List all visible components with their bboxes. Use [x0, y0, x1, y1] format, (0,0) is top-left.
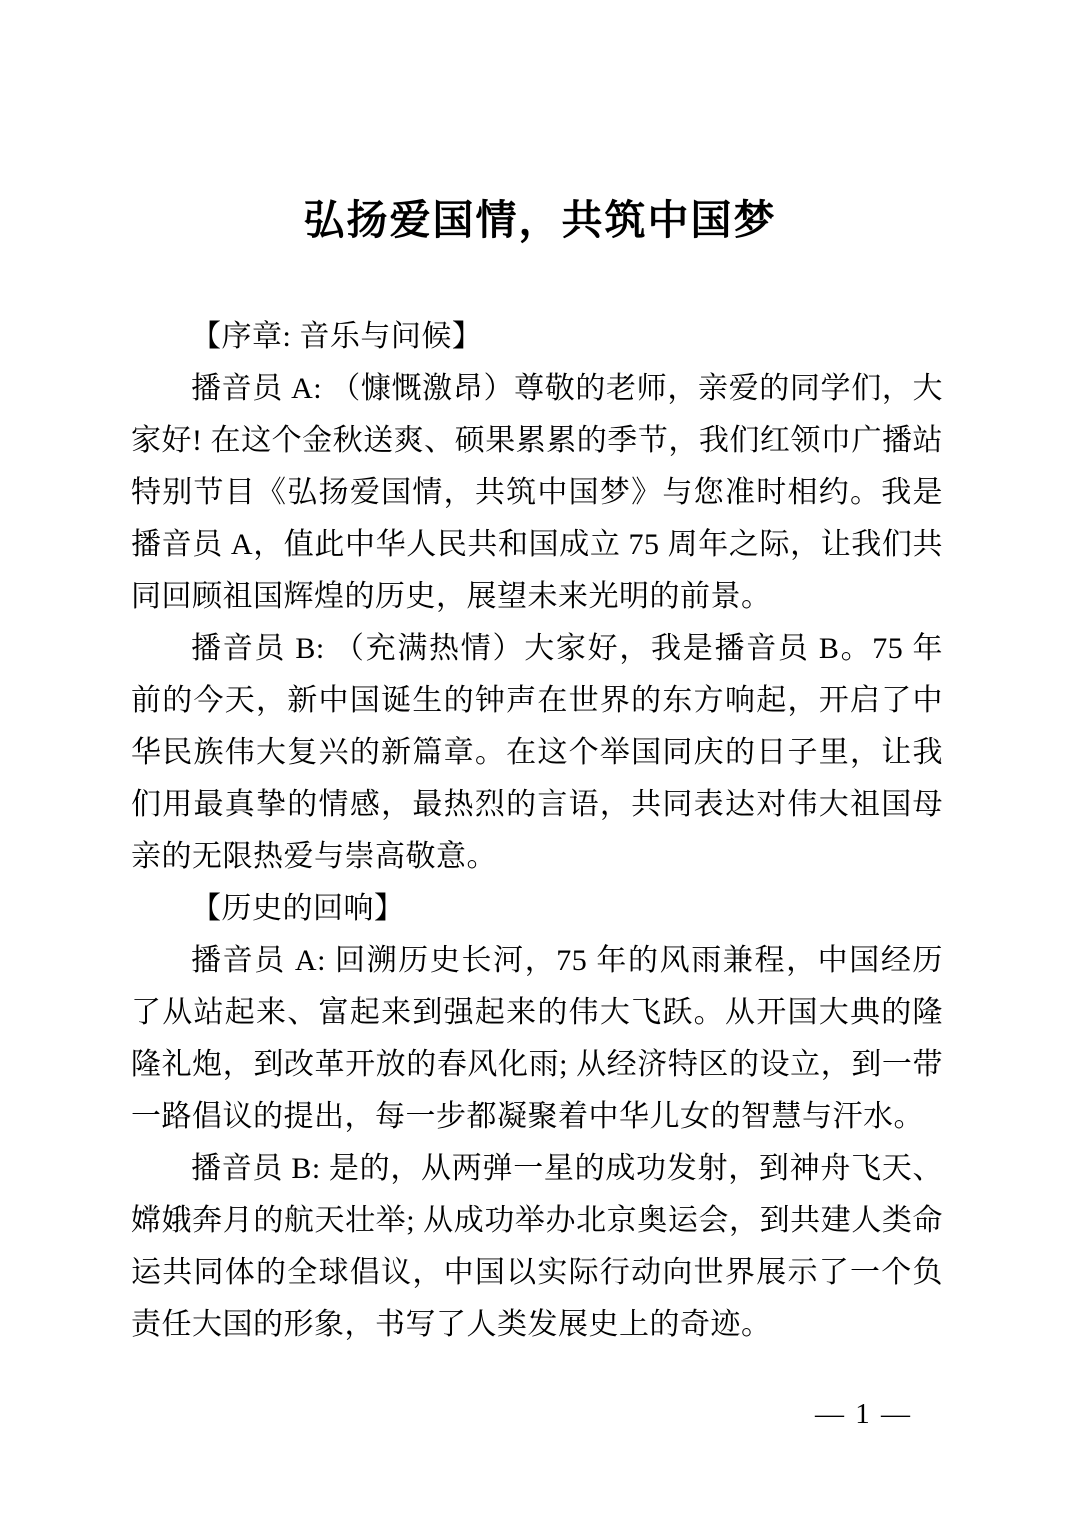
paragraph: 播音员 A: （慷慨激昂）尊敬的老师，亲爱的同学们，大家好! 在这个金秋送爽、硕果累累的季节，我们红领巾广播站特别节目《弘扬爱国情，共筑中国梦》与您准时相约。我是播音员 A，值此中华人民共和国成立 75 周年之际，让我们共同回顾祖国辉煌的历史，展望未来光明的前景。: [131, 372, 943, 614]
document-body: [131, 311, 943, 1351]
document-title: 弘扬爱国情，共筑中国梦: [303, 197, 777, 243]
section-heading: 【历史的回响】: [191, 892, 405, 926]
paragraph: 播音员 B: 是的，从两弹一星的成功发射，到神舟飞天、嫦娥奔月的航天壮举; 从成功举办北京奥运会，到共建人类命运共同体的全球倡议，中国以实际行动向世界展示了一个负责任大国的形象，书写了人类发展史上的奇迹。: [131, 1152, 943, 1342]
paragraph: 播音员 A: 回溯历史长河，75 年的风雨兼程，中国经历了从站起来、富起来到强起来的伟大飞跃。从开国大典的隆隆礼炮，到改革开放的春风化雨; 从经济特区的设立，到一带一路倡议的提出，每一步都凝聚着中华儿女的智慧与汗水。: [131, 944, 943, 1134]
page-number: — 1 —: [815, 1398, 912, 1430]
paragraph: 播音员 B: （充满热情）大家好，我是播音员 B。75 年前的今天，新中国诞生的钟声在世界的东方响起，开启了中华民族伟大复兴的新篇章。在这个举国同庆的日子里，让我们用最真挚的情感，最热烈的言语，共同表达对伟大祖国母亲的无限热爱与崇高敬意。: [131, 632, 943, 874]
section-heading: 【序章: 音乐与问候】: [191, 320, 483, 354]
